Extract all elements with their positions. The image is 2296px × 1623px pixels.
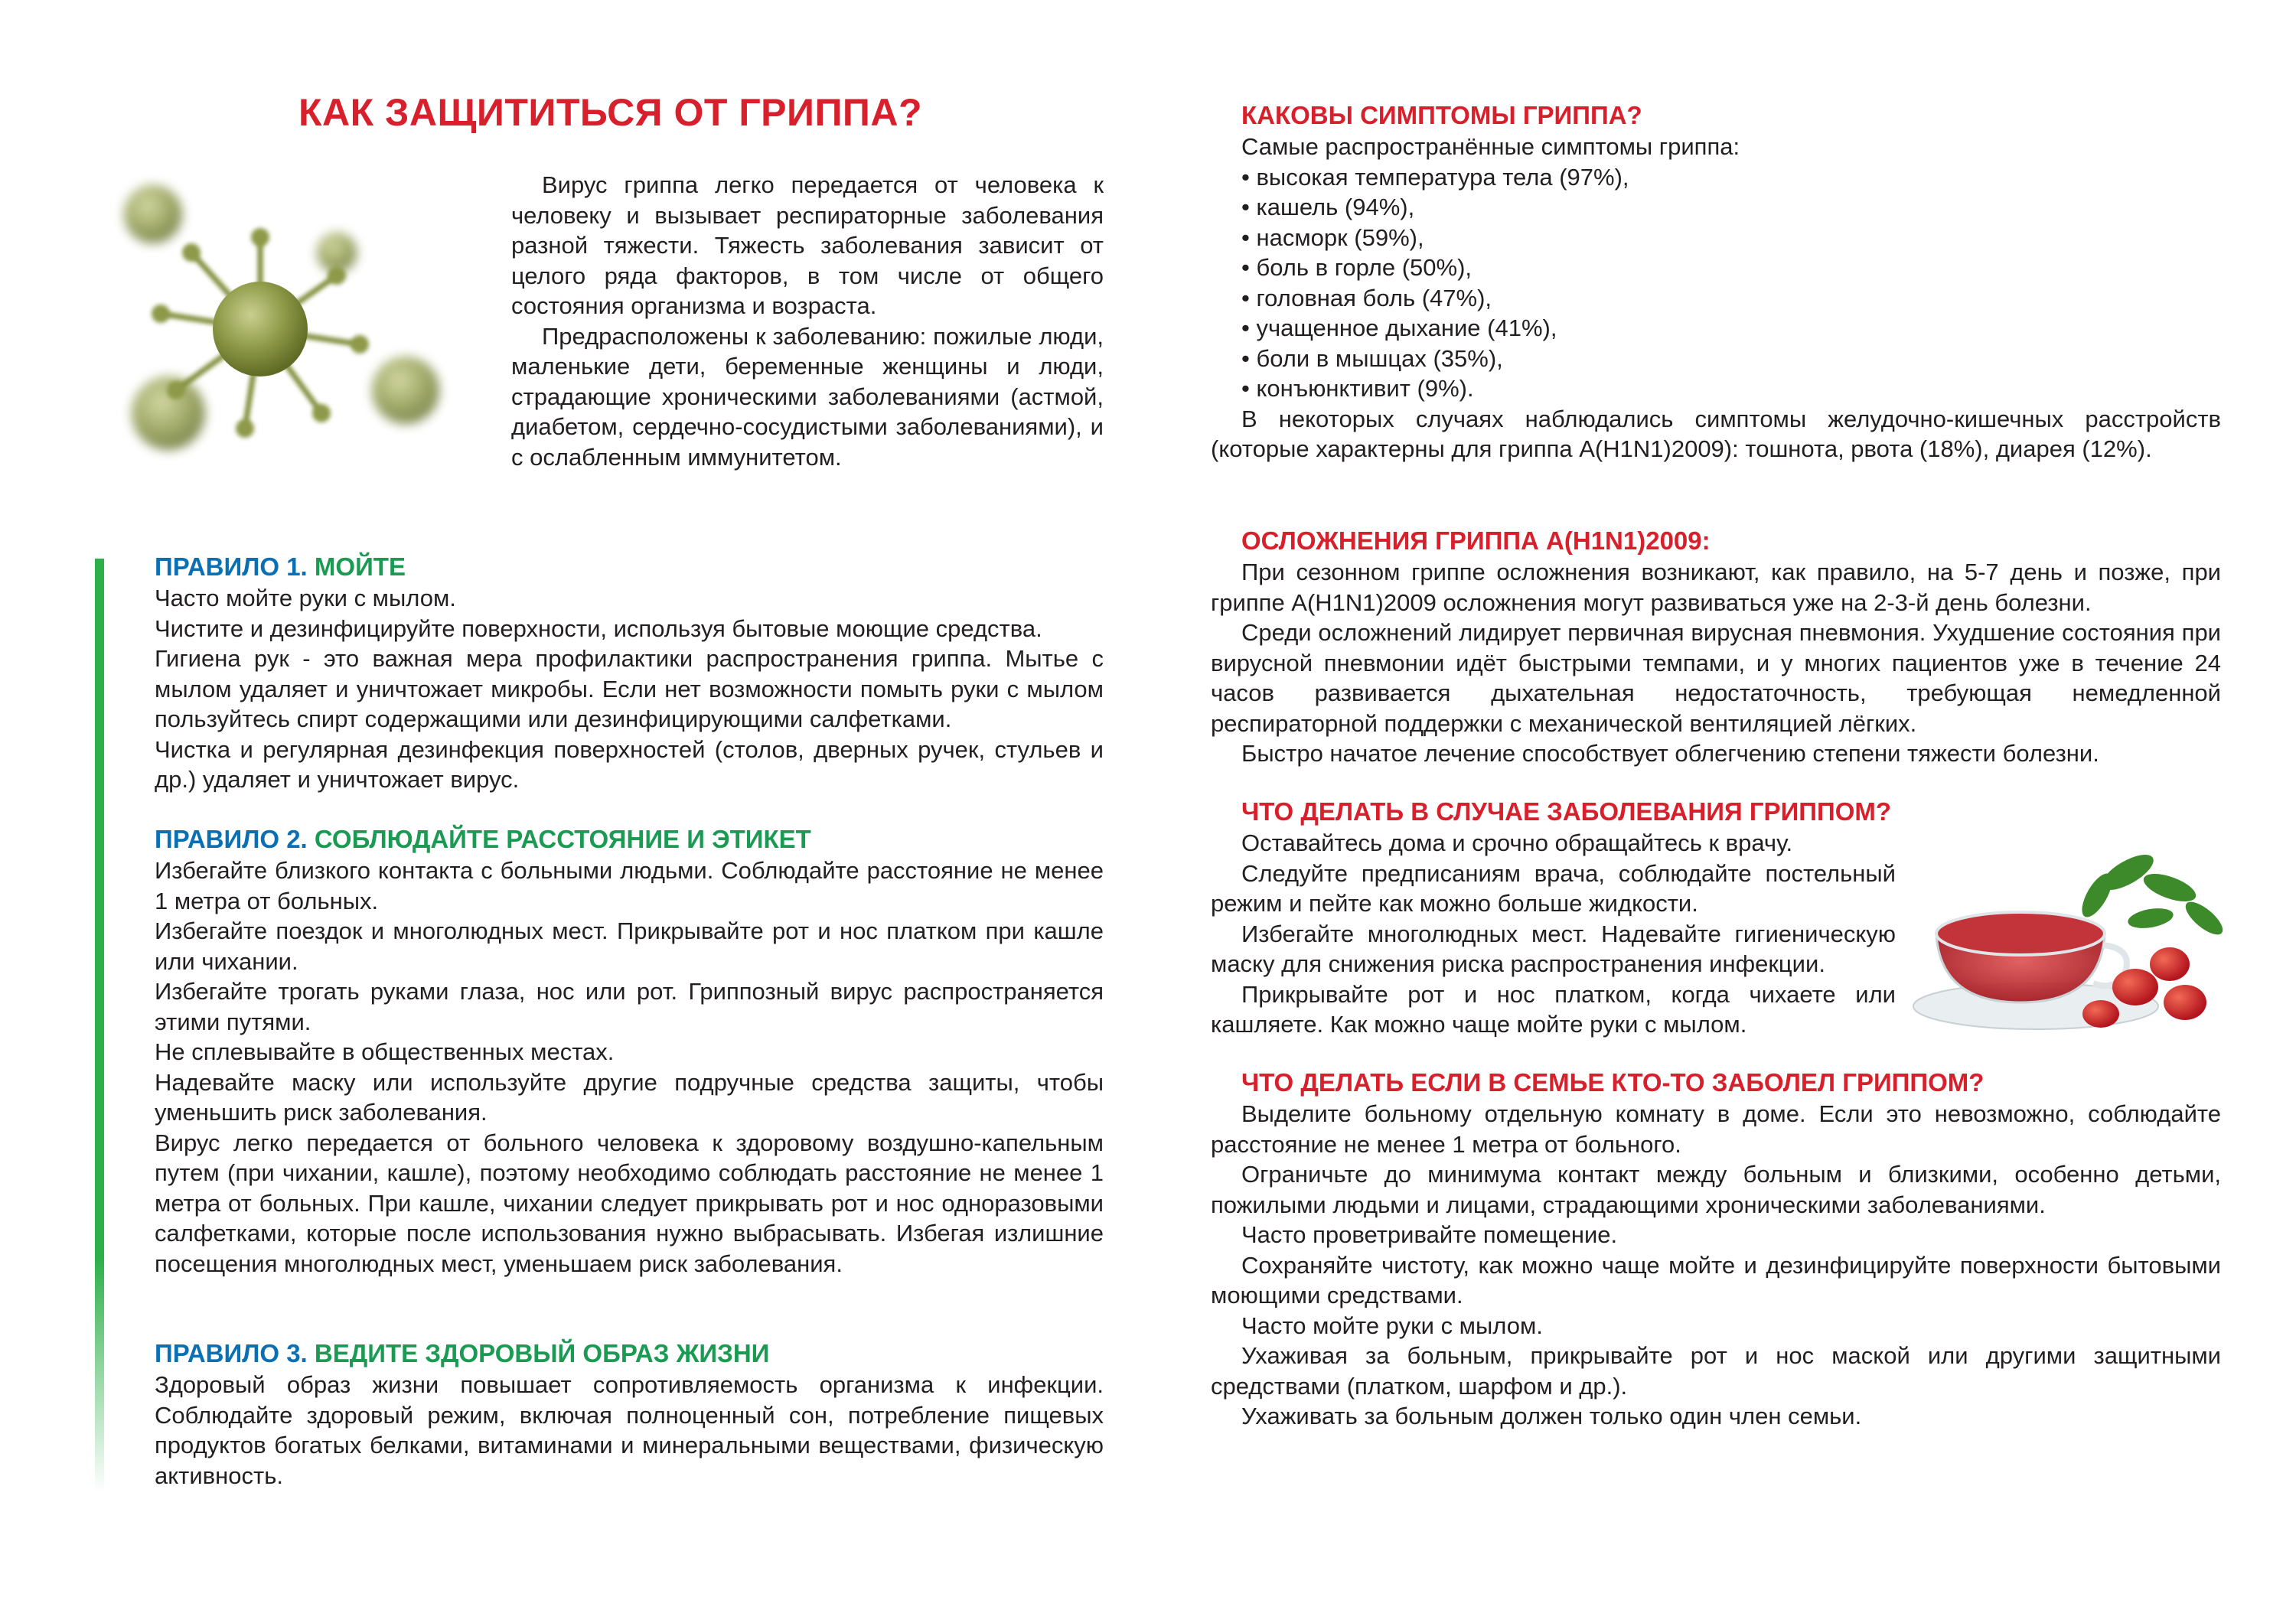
family-paragraph: Сохраняйте чистоту, как можно чаще мойте и дезинфицируйте поверхности бытовыми моющими средствами.: [1211, 1251, 2221, 1309]
symptoms-title: КАКОВЫ СИМПТОМЫ ГРИППА?: [1241, 101, 1642, 129]
rule-line: Здоровый образ жизни повышает сопротивляемость организма к инфекции. Соблюдайте здоровый режим, включая полноценный сон, потребление пищевых продуктов богатых белками, витаминами и минеральными веществами, физическую активность.: [155, 1371, 1104, 1489]
symptoms-text: [1211, 132, 2221, 464]
rule-3: [155, 1339, 1104, 1491]
intro-paragraph: Предрасположены к заболеванию: пожилые люди, маленькие дети, беременные женщины и люди, страдающие хроническими заболеваниями (астмой, диабетом, сердечно-сосудистыми заболеваниями), и с ослабленным иммунитетом.: [511, 322, 1104, 471]
complications-text: [1211, 557, 2221, 769]
complications-section: [1211, 526, 2221, 769]
family-paragraph: Ухаживать за больным должен только один член семьи.: [1241, 1403, 1862, 1429]
if-sick-paragraph: Оставайтесь дома и срочно обращайтесь к врачу.: [1241, 829, 1793, 856]
symptom-item: • боль в горле (50%),: [1241, 254, 1473, 281]
page-title: КАК ЗАЩИТИТЬСЯ ОТ ГРИППА?: [298, 91, 922, 134]
complications-paragraph: Быстро начатое лечение способствует облегчению степени тяжести болезни.: [1241, 740, 2099, 767]
symptoms-list: [1211, 162, 2221, 404]
family-paragraph: Часто мойте руки с мылом.: [1241, 1312, 1543, 1339]
symptoms-section: [1211, 101, 2221, 464]
rule-2: [155, 825, 1104, 1279]
if-sick-paragraph: Следуйте предписаниям врача, соблюдайте постельный режим и пейте как можно больше жидкости.: [1211, 859, 1896, 917]
complications-paragraph: Среди осложнений лидирует первичная вирусная пневмония. Ухудшение состояния при вирусной пневмонии идёт быстрыми темпами, и у многих пациентов уже в течение 24 часов развивается дыхательная недостаточность, требующая немедленной респираторной поддержки с механической вентиляцией лёгких.: [1211, 619, 2221, 737]
rule-1: [155, 552, 1104, 795]
rule-line: Часто мойте руки с мылом.: [155, 585, 456, 611]
rule-2-text: [155, 855, 1104, 1279]
if-sick-title: ЧТО ДЕЛАТЬ В СЛУЧАЕ ЗАБОЛЕВАНИЯ ГРИППОМ?: [1241, 797, 1892, 826]
family-text: [1211, 1099, 2221, 1432]
if-sick-paragraph: Прикрывайте рот и нос платком, когда чихаете или кашляете. Как можно чаще мойте руки с мылом.: [1211, 980, 1896, 1038]
symptom-item: • головная боль (47%),: [1241, 284, 1492, 311]
family-paragraph: Ухаживая за больным, прикрывайте рот и нос маской или другими защитными средствами (платком, шарфом и др.).: [1211, 1342, 2221, 1400]
symptoms-note: В некоторых случаях наблюдались симптомы желудочно-кишечных расстройств (которые характерны для гриппа А(H1N1)2009): тошнота, рвота (18%), диарея (12%).: [1211, 405, 2221, 462]
rule-line: Чистка и регулярная дезинфекция поверхностей (столов, дверных ручек, стульев и др.) удаляет и уничтожает вирус.: [155, 735, 1104, 793]
rule-2-prefix: ПРАВИЛО 2.: [155, 825, 308, 853]
rule-line: Чистите и дезинфицируйте поверхности, используя бытовые моющие средства.: [155, 614, 1042, 642]
complications-title: ОСЛОЖНЕНИЯ ГРИППА А(H1N1)2009:: [1241, 526, 1711, 555]
intro-paragraph: Вирус гриппа легко передается от человека к человеку и вызывает респираторные заболевания разной тяжести. Тяжесть заболевания зависит от целого ряда факторов, в том числе от общего состояния организма и возраста.: [511, 171, 1104, 319]
family-paragraph: Выделите больному отдельную комнату в доме. Если это невозможно, соблюдайте расстояние не менее 1 метра от больного.: [1211, 1100, 2221, 1158]
rule-line: Гигиена рук - это важная мера профилактики распространения гриппа. Мытье с мылом удаляет и уничтожает микробы. Если нет возможности помыть руки с мылом пользуйтесь спирт содержащими или дезинфицирующими салфетками.: [155, 645, 1104, 732]
rule-line: Избегайте близкого контакта с больными людьми. Соблюдайте расстояние не менее 1 метра от больных.: [155, 857, 1104, 914]
rule-3-text: [155, 1370, 1104, 1491]
symptoms-lead: Самые распространённые симптомы гриппа:: [1241, 133, 1740, 160]
rule-line: Не сплевывайте в общественных местах.: [155, 1038, 615, 1065]
section-accent-bar: [95, 559, 104, 1492]
rule-1-name: МОЙТЕ: [314, 552, 406, 581]
symptom-item: • учащенное дыхание (41%),: [1241, 314, 1557, 341]
virus-illustration: [84, 161, 513, 520]
if-sick-paragraph: Избегайте многолюдных мест. Надевайте гигиеническую маску для снижения риска распространения инфекции.: [1211, 920, 1896, 977]
complications-paragraph: При сезонном гриппе осложнения возникают, как правило, на 5-7 день и позже, при гриппе А(H1N1)2009 осложнения могут развиваться уже на 2-3-й день болезни.: [1211, 559, 2221, 616]
rule-1-prefix: ПРАВИЛО 1.: [155, 552, 308, 581]
rule-line: Надевайте маску или используйте другие подручные средства защиты, чтобы уменьшить риск заболевания.: [155, 1068, 1104, 1126]
symptom-item: • насморк (59%),: [1241, 223, 1424, 251]
tea-cup-illustration: [1906, 842, 2227, 1041]
rule-2-name: СОБЛЮДАЙТЕ РАССТОЯНИЕ И ЭТИКЕТ: [314, 825, 811, 853]
if-sick-wrapped-text: [1211, 859, 1896, 1040]
family-paragraph: Ограничьте до минимума контакт между больным и близкими, особенно детьми, пожилыми людьми и лицами, страдающими хроническими заболеваниями.: [1211, 1161, 2221, 1218]
family-paragraph: Часто проветривайте помещение.: [1241, 1221, 1618, 1248]
rule-3-name: ВЕДИТЕ ЗДОРОВЫЙ ОБРАЗ ЖИЗНИ: [314, 1339, 770, 1367]
rule-1-text: [155, 583, 1104, 795]
rule-3-title: [155, 1339, 1104, 1368]
rule-line: Избегайте поездок и многолюдных мест. Прикрывайте рот и нос платком при кашле или чихании.: [155, 917, 1104, 975]
symptom-item: • конъюнктивит (9%).: [1241, 375, 1474, 402]
rule-3-prefix: ПРАВИЛО 3.: [155, 1339, 308, 1367]
family-title: ЧТО ДЕЛАТЬ ЕСЛИ В СЕМЬЕ КТО-ТО ЗАБОЛЕЛ ГРИППОМ?: [1241, 1068, 1985, 1097]
rule-1-title: [155, 552, 1104, 582]
symptom-item: • высокая температура тела (97%),: [1241, 163, 1629, 191]
rule-line: Избегайте трогать руками глаза, нос или рот. Гриппозный вирус распространяется этими путями.: [155, 978, 1104, 1035]
symptom-item: • боли в мышцах (35%),: [1241, 344, 1503, 372]
rule-2-title: [155, 825, 1104, 854]
rule-line: Вирус легко передается от больного человека к здоровому воздушно-капельным путем (при чихании, кашле), поэтому необходимо соблюдать расстояние не менее 1 метра от больных. При кашле, чихании следует прикрывать рот и нос одноразовыми салфетками, которые после использования нужно выбрасывать. Избегая излишние посещения многолюдных мест, уменьшаем риск заболевания.: [155, 1129, 1104, 1277]
intro-text: [511, 170, 1104, 472]
family-section: [1211, 1068, 2221, 1432]
symptom-item: • кашель (94%),: [1241, 194, 1415, 220]
